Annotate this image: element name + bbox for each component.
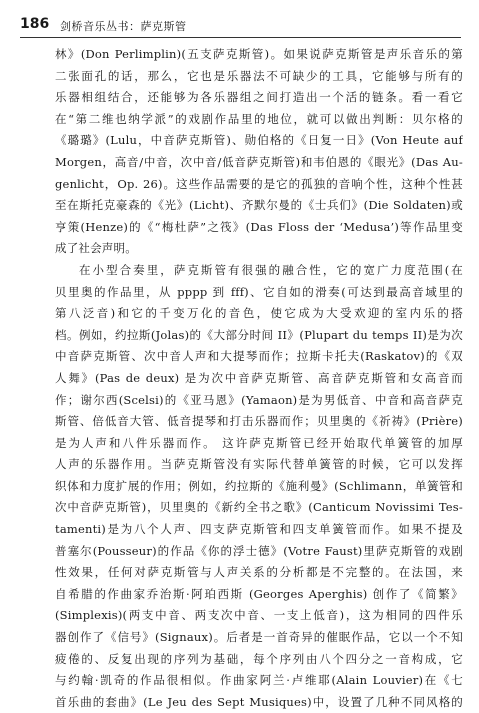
text-line: 在“第二维也纳学派”的戏剧作品里的地位，就可以做出判断：贝尔格的 (55, 111, 463, 126)
text-line: 次中音萨克斯管)，贝里奥的《新约全书之歌》(Canticum Novissimi Tes- (55, 500, 463, 515)
text-line: (Simplexis)(两支中音、两支次中音、一支上低音)，这为相同的四件乐 (55, 608, 463, 623)
running-header (20, 13, 460, 35)
text-line: 织体和力度扩展的作用；例如，约拉斯的《施利曼》(Schlimann，单簧管和 (55, 478, 463, 493)
text-line: 作；谢尔西(Scelsi)的《亚马恩》(Yamaon)是为男低音、中音和高音萨克 (55, 392, 463, 407)
text-line: 是为人声和八件乐器而作。 这许萨克斯管已经开始取代单簧管的加厚 (55, 435, 463, 450)
text-line: 首乐曲的套曲》(Le Jeu des Sept Musiques)中，设置了几种不同风格的 (55, 694, 463, 709)
text-line: 至在斯托克豪森的《光》(Licht)、齐默尔曼的《士兵们》(Die Soldaten)或 (55, 198, 463, 213)
header-rule (20, 37, 461, 38)
text-line: Morgen，高音/中音，次中音/低音萨克斯管)和韦伯恩的《眼光》(Das Au- (55, 154, 463, 169)
text-line: 林》(Don Perlimplin)(五支萨克斯管)。如果说萨克斯管是声乐音乐的第 (55, 47, 463, 61)
body-text (55, 44, 463, 713)
text-line: 斯管、倍低音大管、低音提琴和打击乐器而作；贝里奥的《祈祷》(Prière) (55, 414, 463, 429)
text-line: 器创作了《信号》(Signaux)。后者是一首奇异的催眠作品，它以一个不知 (55, 630, 463, 645)
text-line: genlicht，Op. 26)。这些作品需要的是它的孤独的音响个性，这种个性甚 (55, 176, 463, 191)
text-line: 乐器相组结合，还能够为各乐器组之间打造出一个活的链条。看一看它 (55, 90, 463, 105)
text-line: 人声的乐器作用。当萨克斯管没有实际代替单簧管的时候，它可以发挥 (55, 457, 463, 472)
text-line: 第八泛音)和它的千变万化的音色，使它成为大受欢迎的室内乐的搭 (55, 306, 463, 321)
series-title: 剑桥音乐丛书：萨克斯管 (60, 20, 187, 33)
text-line: 成了社会声明。 (55, 241, 137, 256)
page-number: 186 (20, 16, 50, 32)
text-line: 人舞》(Pas de deux) 是为次中音萨克斯管、高音萨克斯管和女高音而 (55, 370, 463, 385)
text-line: 中音萨克斯管、次中音人声和大提琴而作；拉斯卡托夫(Raskatov)的《双 (55, 349, 463, 364)
text-line: 贝里奥的作品里，从 pppp 到 fff)、它自如的滑奏(可达到最高音域里的 (55, 284, 463, 299)
text-line: tamenti)是为八个人声、四支萨克斯管和四支单簧管而作。如果不提及 (55, 522, 463, 537)
paragraph-start-line: 在小型合奏里，萨克斯管有很强的融合性，它的宽广力度范围(在 (79, 262, 463, 277)
text-line: 与约翰·凯奇的作品很相似。作曲家阿兰·卢维耶(Alain Louvier)在《七 (55, 673, 463, 688)
text-line: 普塞尔(Pousseur)的作品《你的浮士德》(Votre Faust)里萨克斯管的戏剧 (55, 543, 463, 558)
text-line: 自希腊的作曲家乔治斯·阿珀西斯 (Georges Aperghis) 创作了《简繁》 (55, 586, 463, 601)
text-line: 性效果，任何对萨克斯管与人声关系的分析都是不完整的。在法国，来 (55, 565, 463, 580)
text-line: 《璐璐》(Lulu，中音萨克斯管)、勋伯格的《日复一日》(Von Heute auf (55, 133, 463, 148)
text-line: 亨策(Henze)的《“梅杜萨”之筏》(Das Floss der ‘Medusa’)等作品里变 (55, 219, 463, 234)
text-line: 档。例如，约拉斯(Jolas)的《大部分时间 II》(Plupart du temps II)是为次 (55, 327, 463, 342)
text-line: 疲倦的、反复出现的序列为基础，每个序列由八个四分之一音构成，它 (55, 651, 463, 666)
text-line: 二张面孔的话，那么，它也是乐器法不可缺少的工具，它能够与所有的 (55, 68, 463, 83)
